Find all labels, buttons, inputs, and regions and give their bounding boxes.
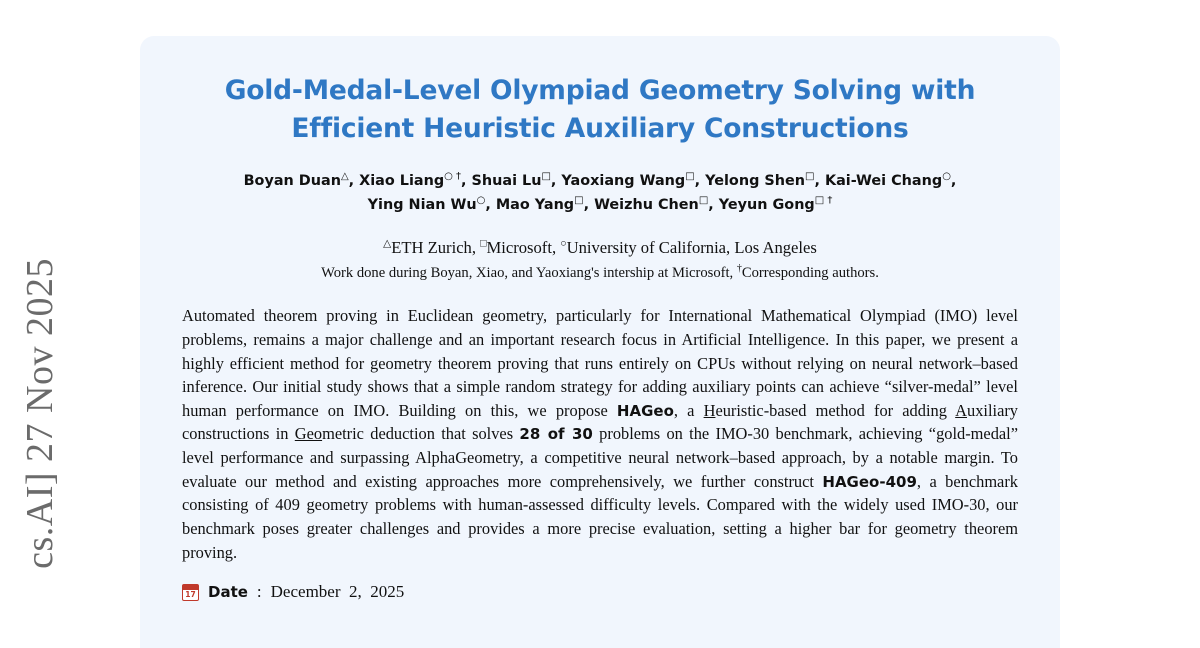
author-affiliation-mark: ○ bbox=[942, 171, 951, 183]
author-affiliation-mark: △ bbox=[340, 171, 349, 183]
author-affiliation-mark: □ bbox=[698, 195, 709, 207]
author-list bbox=[182, 169, 1018, 217]
affiliation-name: University of California, Los Angeles bbox=[566, 237, 817, 257]
date-label: Date bbox=[208, 583, 248, 602]
author-affiliation-mark: □ bbox=[685, 171, 695, 183]
corresponding-author-mark: † bbox=[736, 263, 742, 275]
author-name: Kai-Wei Chang bbox=[824, 173, 943, 190]
calendar-icon-day: 17 bbox=[185, 589, 196, 599]
page-title: Gold-Medal-Level Olympiad Geometry Solving with Efficient Heuristic Auxiliary Constructions bbox=[224, 75, 976, 144]
affiliation-mark: ○ bbox=[560, 237, 567, 249]
author-affiliation-mark: □ bbox=[805, 171, 815, 183]
author-name: Xiao Liang bbox=[359, 173, 445, 190]
author-name: Yelong Shen bbox=[705, 173, 805, 190]
author-name: Shuai Lu bbox=[471, 173, 542, 190]
paper-card bbox=[140, 36, 1060, 648]
date-value: December 2, 2025 bbox=[270, 582, 405, 602]
author-name: Yeyun Gong bbox=[718, 197, 815, 214]
author-line-1: Boyan Duan△, Xiao Liang○ †, Shuai Lu□, Yaoxiang Wang□, Yelong Shen□, Kai-Wei Chang○, bbox=[243, 171, 957, 190]
author-name: Mao Yang bbox=[495, 197, 575, 214]
author-affiliation-mark: □ bbox=[541, 171, 551, 183]
abstract-bold-score: 28 of 30 bbox=[519, 425, 593, 444]
author-affiliation-mark: □ † bbox=[814, 195, 833, 207]
arxiv-stamp: cs.AI] 27 Nov 2025 bbox=[19, 258, 61, 569]
author-name: Yaoxiang Wang bbox=[561, 173, 686, 190]
abstract-text: Automated theorem proving in Euclidean geometry, particularly for International Mathematical Olympiad (IMO) level problems, remains a major challenge and an important research focus in Artificial Intelligence. In this paper, we present a highly efficient method for geometry theorem proving that runs entirely on CPUs without relying on neural network–based inference. Our initial study shows that a simple random strategy for adding auxiliary points can achieve “silver-medal” level human performance on IMO. Building on this, we propose HAGeo, a Heuristic-based method for adding Auxiliary constructions in Geometric deduction that solves 28 of 30 problems on the IMO-30 benchmark, achieving “gold-medal” level performance and surpassing AlphaGeometry, a competitive neural network–based approach, by a notable margin. To evaluate our method and existing approaches more comprehensively, we further construct HAGeo-409, a benchmark consisting of 409 geometry problems with human-assessed difficulty levels. Compared with the widely used IMO-30, our benchmark poses greater challenges and provides a more precise evaluation, setting a higher bar for geometry theorem proving. bbox=[182, 306, 1018, 562]
author-name: Boyan Duan bbox=[243, 173, 341, 190]
author-line-2: Ying Nian Wu○, Mao Yang□, Weizhu Chen□, Yeyun Gong□ † bbox=[367, 195, 833, 214]
affiliation-mark: △ bbox=[383, 237, 392, 249]
affiliation-note-text: Work done during Boyan, Xiao, and Yaoxiang's intership at Microsoft, bbox=[321, 265, 734, 282]
affiliation-note bbox=[182, 263, 1018, 282]
author-name: Ying Nian Wu bbox=[367, 197, 477, 214]
abstract-bold-benchmark: HAGeo-409 bbox=[822, 472, 917, 491]
affiliation-name: Microsoft bbox=[486, 237, 552, 257]
abstract-bold-hageo: HAGeo bbox=[616, 401, 674, 420]
date-line bbox=[182, 582, 1018, 602]
corresponding-author-text: Corresponding authors. bbox=[741, 265, 879, 282]
date-separator: : bbox=[256, 582, 262, 602]
affiliation-name: ETH Zurich bbox=[391, 237, 472, 257]
author-name: Weizhu Chen bbox=[594, 197, 699, 214]
affiliations: △ETH Zurich, □Microsoft, ○University of California, Los Angeles bbox=[383, 237, 817, 257]
author-affiliation-mark: □ bbox=[574, 195, 584, 207]
abstract-underline-a: A bbox=[955, 400, 968, 420]
abstract-underline-h: H bbox=[703, 400, 716, 420]
author-affiliation-mark: ○ † bbox=[444, 171, 462, 183]
calendar-icon bbox=[182, 584, 199, 601]
abstract-underline-geo: Geo bbox=[294, 424, 323, 444]
affiliation-mark: □ bbox=[480, 237, 487, 249]
author-affiliation-mark: ○ bbox=[476, 195, 486, 207]
